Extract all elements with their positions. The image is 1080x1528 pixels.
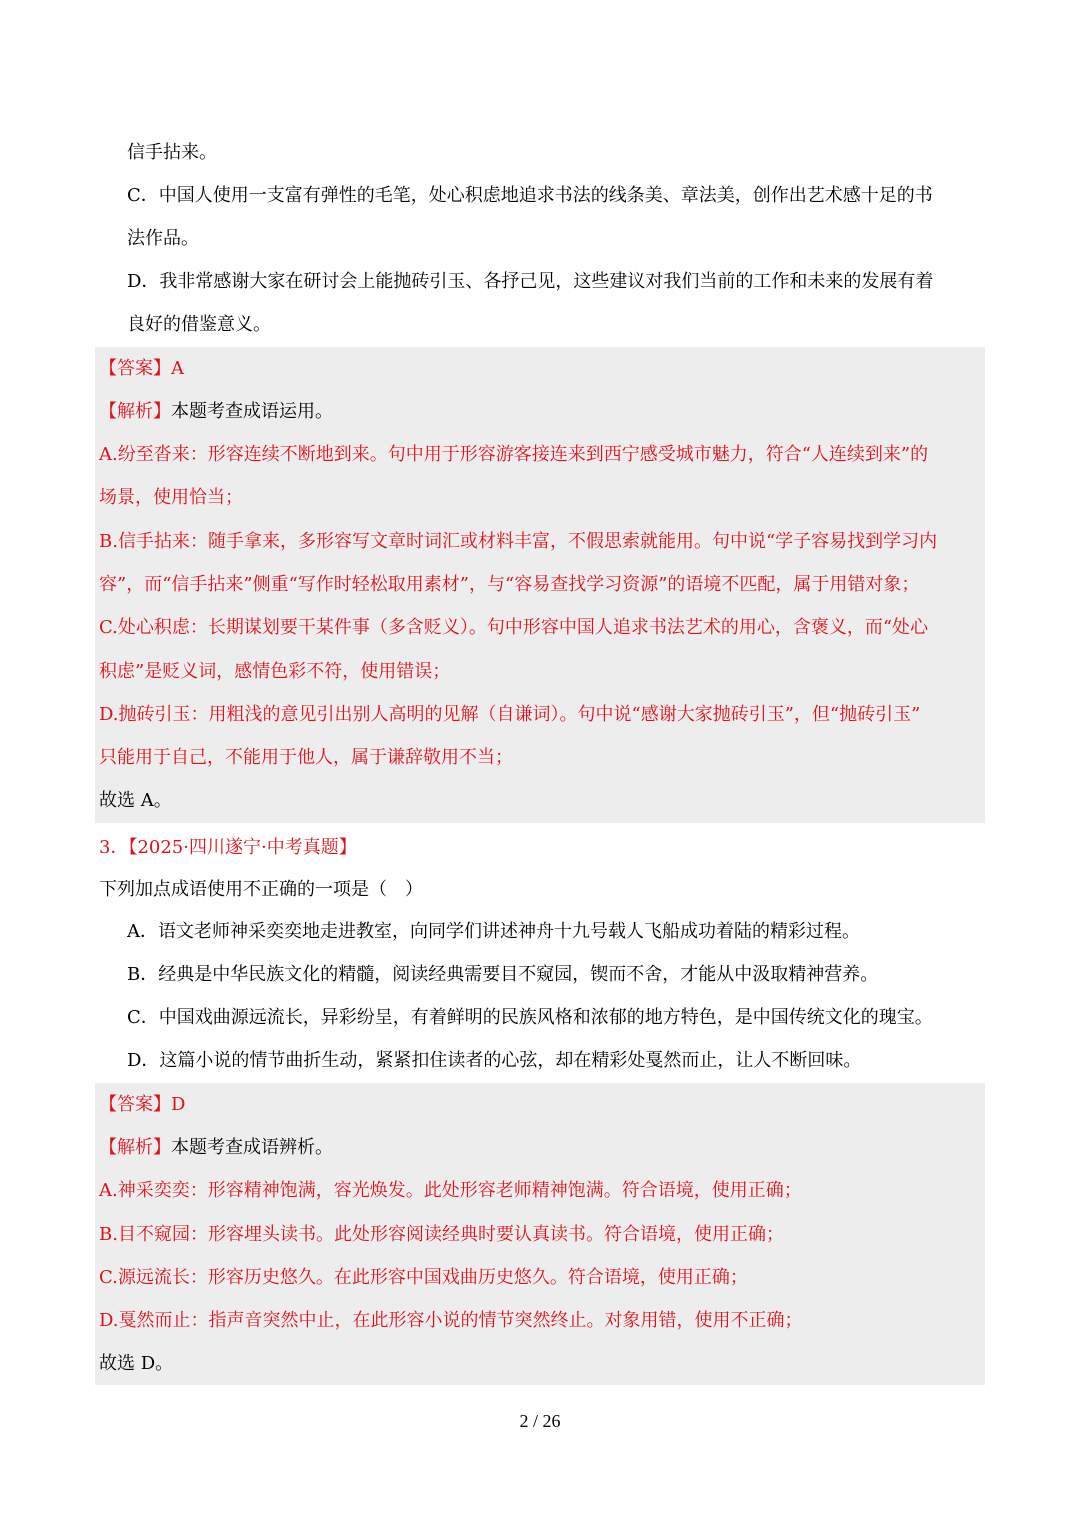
- option-d-line2: 良好的借鉴意义。: [127, 314, 271, 335]
- conclusion-text: 故选 A。: [99, 790, 172, 811]
- analysis-text: B.信手拈来：随手拿来，多形容写文章时词汇或材料丰富，不假思索就能用。句中说“学子容易找到学习内: [99, 531, 938, 552]
- answer-value: A: [171, 358, 184, 379]
- analysis-label: 【解析】: [99, 1137, 171, 1158]
- analysis-text: D.抛砖引玉：用粗浅的意见引出别人高明的见解（自谦词）。句中说“感谢大家抛砖引玉”，但“抛砖引玉”: [99, 704, 921, 725]
- analysis-text: A.神采奕奕：形容精神饱满，容光焕发。此处形容老师精神饱满。符合语境，使用正确；: [99, 1180, 802, 1201]
- option-b-continuation: 信手拈来。: [127, 142, 217, 163]
- question-3-header: [0, 836, 1080, 860]
- analysis-text: C.处心积虑：长期谋划要干某件事（多含贬义）。句中形容中国人追求书法艺术的用心，含褒义，而“处心: [99, 617, 929, 638]
- question-source: 【2025·四川遂宁·中考真题】: [128, 837, 357, 858]
- analysis-line-q3: [0, 1136, 1080, 1160]
- question-number: 3．: [99, 837, 129, 858]
- answer-value: D: [171, 1094, 186, 1115]
- conclusion-text: 故选 D。: [99, 1353, 174, 1374]
- option-d: D．这篇小说的情节曲折生动，紧紧扣住读者的心弦，却在精彩处戛然而止，让人不断回味。: [127, 1050, 862, 1071]
- analysis-text: B.目不窥园：形容埋头读书。此处形容阅读经典时要认真读书。符合语境，使用正确；: [99, 1224, 784, 1245]
- analysis-text: 只能用于自己，不能用于他人，属于谦辞敬用不当；: [99, 747, 513, 768]
- analysis-text: C.源远流长：形容历史悠久。在此形容中国戏曲历史悠久。符合语境，使用正确；: [99, 1267, 748, 1288]
- option-c-line1: C．中国人使用一支富有弹性的毛笔，处心积虑地追求书法的线条美、章法美，创作出艺术感十足的书: [127, 185, 933, 206]
- option-d-line1: D．我非常感谢大家在研讨会上能抛砖引玉、各抒己见，这些建议对我们当前的工作和未来的发展有着: [127, 271, 934, 292]
- answer-line-q2: [0, 357, 1080, 381]
- analysis-line-q2: [0, 400, 1080, 424]
- question-stem: 下列加点成语使用不正确的一项是（ ）: [99, 879, 423, 900]
- analysis-text: 场景，使用恰当；: [99, 487, 243, 508]
- option-c-line2: 法作品。: [127, 228, 199, 249]
- answer-label: 【答案】: [99, 358, 171, 379]
- option-a: A．语文老师神采奕奕地走进教室，向同学们讲述神舟十九号载人飞船成功着陆的精彩过程。: [127, 921, 860, 942]
- answer-label: 【答案】: [99, 1094, 171, 1115]
- analysis-summary: 本题考查成语辨析。: [171, 1137, 333, 1158]
- page-number: 2 / 26: [519, 1411, 561, 1431]
- analysis-text: 容”，而“信手拈来”侧重“写作时轻松取用素材”，与“容易查找学习资源”的语境不匹配，属于用错对象；: [99, 574, 920, 595]
- option-c: C．中国戏曲源远流长，异彩纷呈，有着鲜明的民族风格和浓郁的地方特色，是中国传统文化的瑰宝。: [127, 1007, 933, 1028]
- analysis-summary: 本题考查成语运用。: [171, 401, 333, 422]
- analysis-text: A.纷至沓来：形容连续不断地到来。句中用于形容游客接连来到西宁感受城市魅力，符合“人连续到来”的: [99, 444, 929, 465]
- option-b: B．经典是中华民族文化的精髓，阅读经典需要目不窥园，锲而不舍，才能从中汲取精神营养。: [127, 964, 879, 985]
- analysis-text: D.戛然而止：指声音突然中止，在此形容小说的情节突然终止。对象用错，使用不正确；: [99, 1310, 803, 1331]
- answer-line-q3: [0, 1093, 1080, 1117]
- analysis-label: 【解析】: [99, 401, 171, 422]
- analysis-text: 积虑”是贬义词，感情色彩不符，使用错误；: [99, 661, 451, 682]
